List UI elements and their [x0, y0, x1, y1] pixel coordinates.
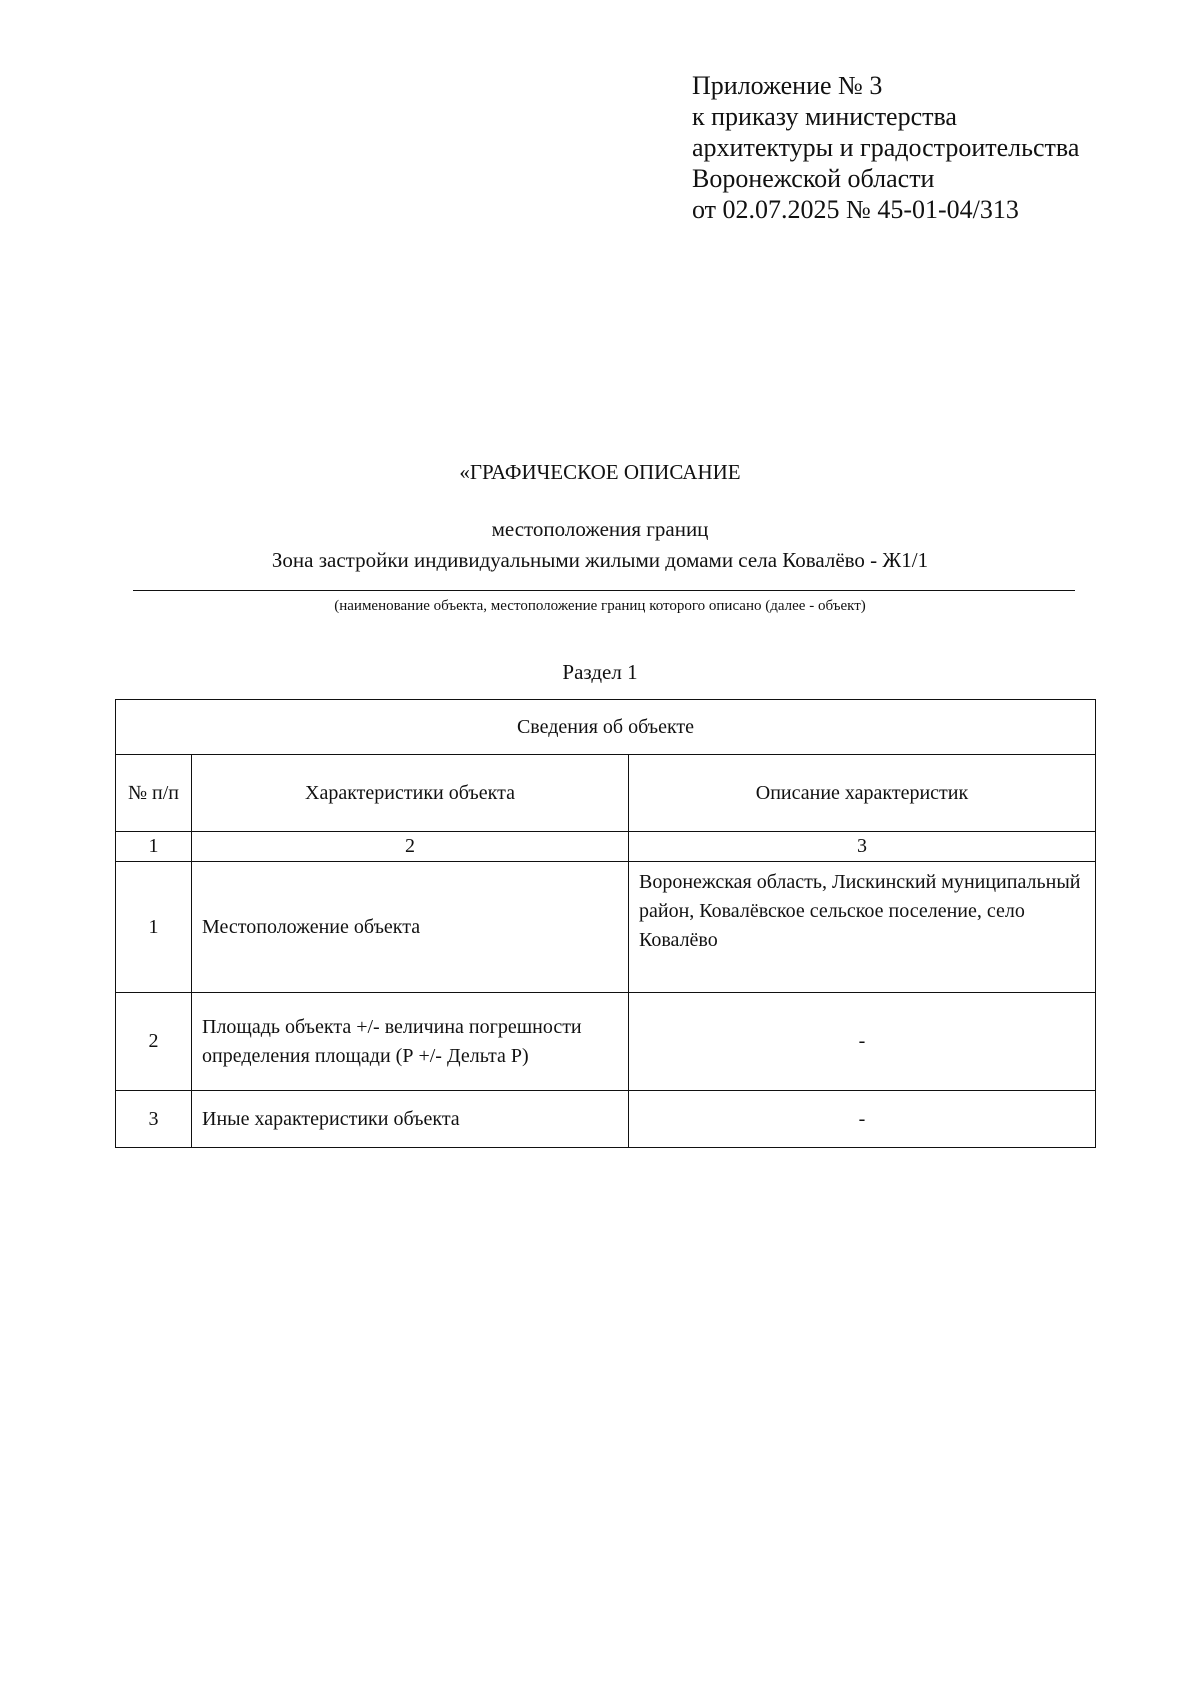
object-name: Зона застройки индивидуальными жилыми домами села Ковалёво - Ж1/1 — [271, 548, 929, 572]
row-characteristic: Площадь объекта +/- величина погрешности определения площади (Р +/- Дельта Р) — [192, 993, 629, 1091]
row-characteristic: Местоположение объекта — [192, 862, 629, 993]
column-index-1: 1 — [116, 832, 192, 862]
document-subtitle: местоположения границ — [491, 517, 709, 541]
row-description: - — [629, 1091, 1096, 1148]
appendix-line-1: Приложение № 3 — [692, 71, 883, 100]
object-info-table — [115, 699, 1096, 1148]
table-title: Сведения об объекте — [116, 700, 1096, 755]
table-row — [116, 862, 1096, 993]
row-characteristic: Иные характеристики объекта — [192, 1091, 629, 1148]
table-row — [116, 993, 1096, 1091]
row-num: 2 — [116, 993, 192, 1091]
appendix-line-2: к приказу министерства — [692, 102, 957, 131]
header-description: Описание характеристик — [629, 755, 1096, 832]
appendix-line-4: Воронежской области — [692, 164, 935, 193]
appendix-line-5: от 02.07.2025 № 45-01-04/313 — [692, 195, 1019, 224]
column-index-row — [116, 832, 1096, 862]
appendix-line-3: архитектуры и градостроительства — [692, 133, 1080, 162]
row-description: Воронежская область, Лискинский муниципальный район, Ковалёвское сельское поселение, село Ковалёво — [629, 862, 1096, 993]
appendix-block — [692, 70, 1079, 225]
header-num: № п/п — [116, 755, 192, 832]
header-characteristic: Характеристики объекта — [192, 755, 629, 832]
table-header-row — [116, 755, 1096, 832]
row-num: 3 — [116, 1091, 192, 1148]
document-title: «ГРАФИЧЕСКОЕ ОПИСАНИЕ — [459, 460, 741, 484]
row-num: 1 — [116, 862, 192, 993]
table-row — [116, 1091, 1096, 1148]
row-description: - — [629, 993, 1096, 1091]
column-index-2: 2 — [192, 832, 629, 862]
object-name-underline — [133, 590, 1075, 591]
object-name-caption: (наименование объекта, местоположение границ которого описано (далее - объект) — [334, 598, 866, 614]
section-label: Раздел 1 — [562, 660, 638, 684]
table-title-row — [116, 700, 1096, 755]
column-index-3: 3 — [629, 832, 1096, 862]
